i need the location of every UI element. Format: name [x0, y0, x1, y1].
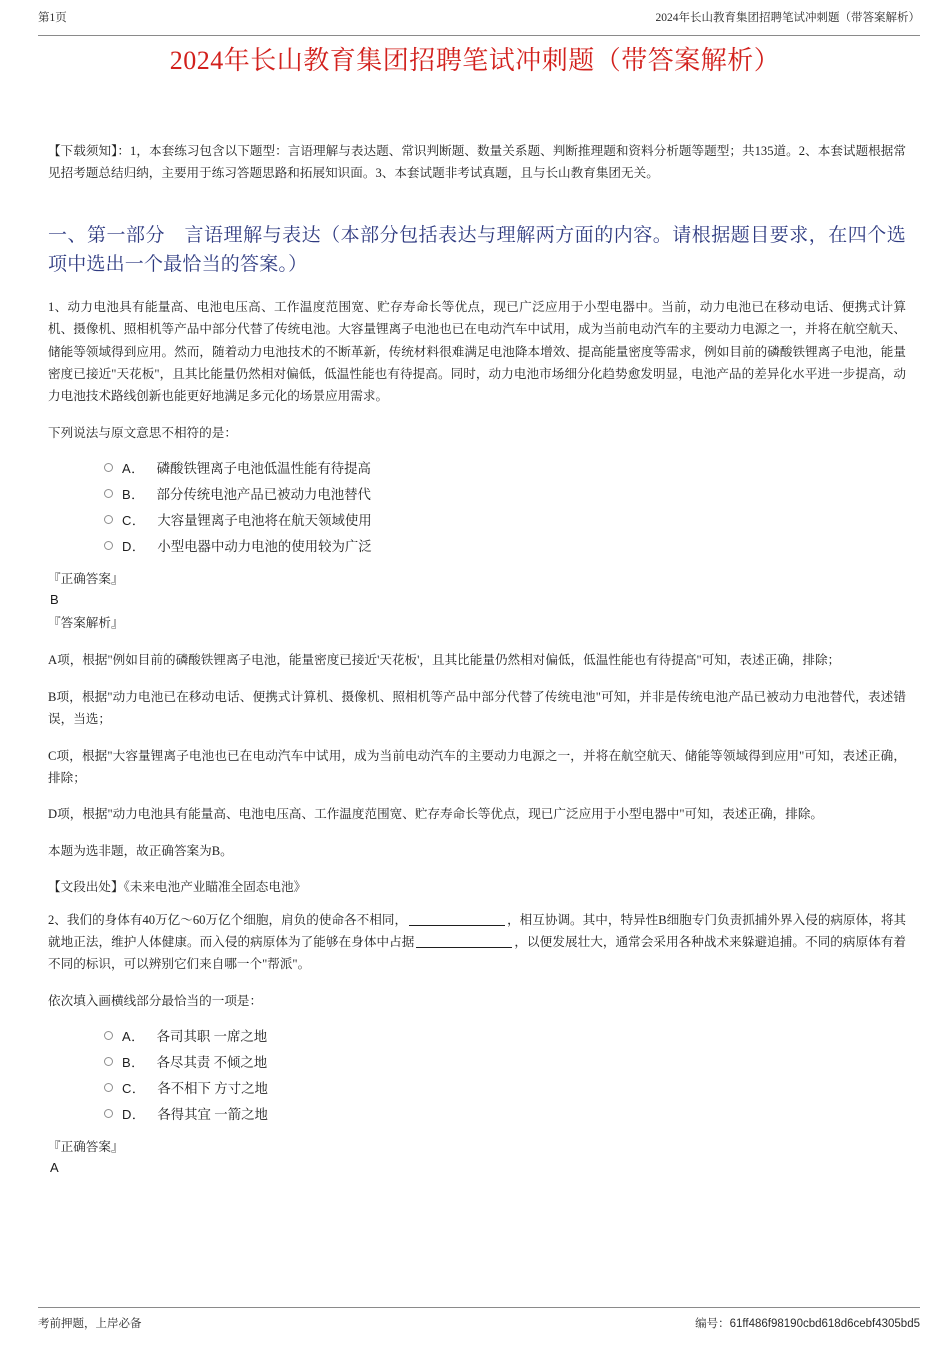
- question-2-prompt: 依次填入画横线部分最恰当的一项是：: [48, 993, 263, 1008]
- option-letter: C．: [122, 512, 146, 528]
- running-header: [38, 12, 920, 36]
- document-body: [48, 140, 906, 1182]
- option-row-d[interactable]: [48, 532, 906, 558]
- question-1-answer-label: 『正确答案』: [48, 572, 124, 587]
- question-block-1: [48, 296, 906, 899]
- question-2-body-part1: 2、我们的身体有40万亿～60万亿个细胞，肩负的使命各不相同，: [48, 912, 408, 927]
- option-letter: D．: [122, 538, 146, 554]
- option-label: 各得其宜 一箭之地: [157, 1106, 268, 1122]
- radio-button-icon[interactable]: [104, 515, 113, 524]
- option-label: 部分传统电池产品已被动力电池替代: [156, 486, 371, 502]
- question-1-options: [48, 454, 906, 558]
- option-row-d[interactable]: [48, 1100, 906, 1126]
- header-document-title: 2024年长山教育集团招聘笔试冲刺题（带答案解析）: [655, 12, 920, 24]
- option-letter: B．: [122, 486, 145, 502]
- option-letter: A．: [122, 460, 145, 476]
- footer-code-label: 编号：: [695, 1318, 730, 1330]
- question-2-body: [48, 909, 906, 976]
- download-notice: 【下载须知】：1，本套练习包含以下题型：言语理解与表达题、常识判断题、数量关系题、判断推理题和资料分析题等题型；共135道。2、本套试题根据常见招考题总结归纳，主要用于练习答题思路和拓展知识面。3、本套试题非考试真题，且与长山教育集团无关。: [48, 144, 906, 181]
- fill-in-blank-1[interactable]: [409, 925, 505, 926]
- question-1-prompt: 下列说法与原文意思不相符的是：: [48, 425, 237, 440]
- option-row-c[interactable]: [48, 506, 906, 532]
- footer-document-code: [695, 1315, 920, 1331]
- option-row-a[interactable]: [48, 454, 906, 480]
- radio-button-icon[interactable]: [104, 541, 113, 550]
- page-title: 2024年长山教育集团招聘笔试冲刺题（带答案解析）: [169, 46, 781, 75]
- option-letter: B．: [122, 1054, 145, 1070]
- option-label: 大容量锂离子电池将在航天领域使用: [157, 512, 372, 528]
- analysis-paragraph-b: B项，根据"动力电池已在移动电话、便携式计算机、摄像机、照相机等产品中部分代替了传统电池"可知，并非是传统电池产品已被动力电池替代，表述错误，当选；: [48, 689, 906, 727]
- analysis-conclusion: 本题为选非题，故正确答案为B。: [48, 843, 233, 858]
- radio-button-icon[interactable]: [104, 1083, 113, 1092]
- analysis-paragraph-c: C项，根据"大容量锂离子电池也已在电动汽车中试用，成为当前电动汽车的主要动力电源之一，并将在航空航天、储能等领域得到应用"可知，表述正确，排除；: [48, 748, 906, 786]
- option-letter: D．: [122, 1106, 146, 1122]
- option-letter: C．: [122, 1080, 146, 1096]
- radio-button-icon[interactable]: [104, 463, 113, 472]
- option-label: 各不相下 方寸之地: [157, 1080, 268, 1096]
- question-block-2: [48, 909, 906, 1178]
- option-row-a[interactable]: [48, 1022, 906, 1048]
- option-row-b[interactable]: [48, 1048, 906, 1074]
- analysis-paragraph-a: A项，根据"例如目前的磷酸铁锂离子电池，能量密度已接近'天花板'，且其比能量仍然相对偏低，低温性能也有待提高"可知，表述正确，排除；: [48, 653, 841, 668]
- radio-button-icon[interactable]: [104, 1057, 113, 1066]
- question-1-answer-value: B: [50, 591, 59, 607]
- page-number-label: 第1页: [38, 12, 67, 24]
- radio-button-icon[interactable]: [104, 1109, 113, 1118]
- question-2-body-part3: ，以便发展壮大，通常会采用各种战术来躲避追捕。不同的病原体有着不同的标识，可以辨别它们来自哪一个"帮派"。: [48, 935, 907, 972]
- fill-in-blank-2[interactable]: [416, 947, 512, 948]
- running-footer: [38, 1307, 920, 1331]
- option-letter: A．: [122, 1028, 145, 1044]
- question-2-body-part2: ，相互协调。其中，特异性B细胞专门负责抓捕外界入侵的病原体，将其就地正法，维护人体健康。而入侵的病原体为了能够在身体中占据: [48, 912, 907, 950]
- footer-slogan: 考前押题，上岸必备: [38, 1318, 142, 1330]
- question-1-body: 1、动力电池具有能量高、电池电压高、工作温度范围宽、贮存寿命长等优点，现已广泛应用于小型电器中。当前，动力电池已在移动电话、便携式计算机、摄像机、照相机等产品中部分代替了传统电池。大容量锂离子电池也已在电动汽车中试用，成为当前电动汽车的主要动力电源之一，并将在航空航天、储能等领域得到应用。然而，随着动力电池技术的不断革新，传统材料很难满足电池降本增效、提高能量密度等需求，例如目前的磷酸铁锂离子电池，能量密度已接近"天花板"，且其比能量仍然相对偏低，低温性能也有待提高。同时，动力电池市场细分化趋势愈发明显，电池产品的差异化水平进一步提高，动力电池技术路线创新也能更好地满足多元化的场景应用需求。: [48, 299, 906, 404]
- radio-button-icon[interactable]: [104, 1031, 113, 1040]
- question-2-options: [48, 1022, 906, 1126]
- option-row-b[interactable]: [48, 480, 906, 506]
- question-2-answer-value: A: [50, 1159, 59, 1175]
- analysis-source: 【文段出处】《未来电池产业瞄准全固态电池》: [48, 880, 307, 895]
- spacer: [48, 899, 906, 909]
- option-label: 磷酸铁锂离子电池低温性能有待提高: [156, 460, 371, 476]
- option-label: 各司其职 一席之地: [156, 1028, 268, 1044]
- section-heading-part-one: 一、第一部分 言语理解与表达（本部分包括表达与理解两方面的内容。请根据题目要求，在四个选项中选出一个最恰当的答案。）: [48, 225, 906, 275]
- radio-button-icon[interactable]: [104, 489, 113, 498]
- analysis-paragraph-d: D项，根据"动力电池具有能量高、电池电压高、工作温度范围宽、贮存寿命长等优点，现已广泛应用于小型电器中"可知，表述正确，排除。: [48, 807, 824, 822]
- option-label: 各尽其责 不倾之地: [156, 1054, 268, 1070]
- question-1-analysis-label: 『答案解析』: [48, 615, 124, 630]
- option-row-c[interactable]: [48, 1074, 906, 1100]
- question-2-answer-label: 『正确答案』: [48, 1140, 124, 1155]
- footer-code-value: 61ff486f98190cbd618d6cebf4305bd5: [729, 1318, 920, 1330]
- option-label: 小型电器中动力电池的使用较为广泛: [157, 538, 372, 554]
